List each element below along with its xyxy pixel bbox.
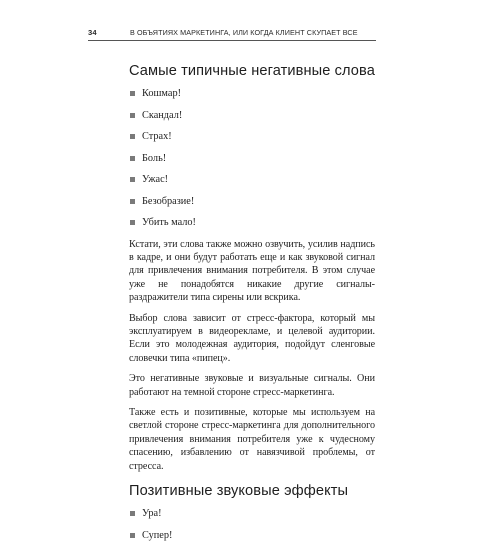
list-item-text: Безобразие! bbox=[142, 196, 194, 207]
list-item bbox=[129, 525, 375, 546]
page-content bbox=[129, 62, 375, 546]
bullet-square-icon bbox=[130, 156, 135, 161]
body-paragraph: Кстати, эти слова также можно озвучить, усилив надпись в кадре, и они будут работать еще и как звуковой сигнал для привлечения внимания потребителя. В этом случае уже не понадобятся никакие другие сигналы-раздражители типа сирены или вскрика. bbox=[129, 238, 375, 305]
bullet-square-icon bbox=[130, 511, 135, 516]
header-rule bbox=[88, 40, 376, 41]
page-number: 34 bbox=[88, 28, 97, 37]
body-paragraph: Это негативные звуковые и визуальные сигналы. Они работают на темной стороне стресс-маркетинга. bbox=[129, 372, 375, 399]
list-item-text: Ура! bbox=[142, 508, 162, 519]
list-item-text: Боль! bbox=[142, 153, 166, 164]
list-item bbox=[129, 212, 375, 234]
list-item-text: Убить мало! bbox=[142, 217, 196, 228]
list-item bbox=[129, 148, 375, 170]
bullet-square-icon bbox=[130, 113, 135, 118]
list-item bbox=[129, 83, 375, 105]
list-item bbox=[129, 169, 375, 191]
bullet-square-icon bbox=[130, 220, 135, 225]
list-item bbox=[129, 126, 375, 148]
list-item-text: Страх! bbox=[142, 131, 172, 142]
body-paragraph: Также есть и позитивные, которые мы используем на светлой стороне стресс-маркетинга для дополнительного привлечения внимания потребителя уже к чудесному спасению, избавлению от навязчивой проблемы, от стресса. bbox=[129, 406, 375, 473]
bullet-square-icon bbox=[130, 177, 135, 182]
list-item bbox=[129, 105, 375, 127]
list-item bbox=[129, 503, 375, 525]
bullet-square-icon bbox=[130, 199, 135, 204]
running-title: В ОБЪЯТИЯХ МАРКЕТИНГА, ИЛИ КОГДА КЛИЕНТ СКУПАЕТ ВСЕ bbox=[130, 28, 358, 37]
bullet-square-icon bbox=[130, 533, 135, 538]
bullet-square-icon bbox=[130, 91, 135, 96]
list-item-text: Ужас! bbox=[142, 174, 168, 185]
body-paragraph: Выбор слова зависит от стресс-фактора, который мы эксплуатируем в видеорекламе, и целевой аудитории. Если это молодежная аудитория, подойдут сленговые словечки типа «пипец». bbox=[129, 312, 375, 366]
list-item-text: Кошмар! bbox=[142, 88, 181, 99]
list-item-text: Скандал! bbox=[142, 110, 182, 121]
list-item bbox=[129, 191, 375, 213]
section-heading-positive-effects: Позитивные звуковые эффекты bbox=[129, 482, 375, 500]
bullet-square-icon bbox=[130, 134, 135, 139]
positive-effects-list bbox=[129, 503, 375, 546]
negative-words-list bbox=[129, 83, 375, 234]
section-heading-negative-words: Самые типичные негативные слова bbox=[129, 62, 375, 80]
list-item-text: Супер! bbox=[142, 530, 172, 541]
